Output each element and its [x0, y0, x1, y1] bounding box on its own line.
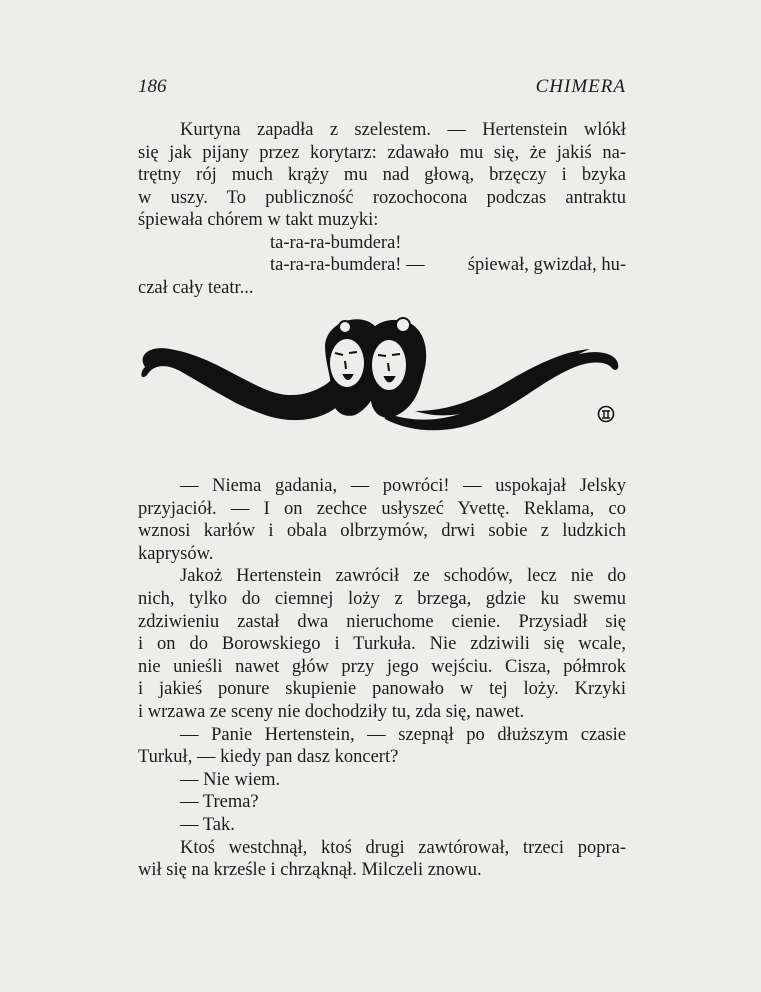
monogram-icon: [597, 405, 615, 423]
song-line-2-refrain: ta-ra-ra-bumdera! —: [270, 255, 425, 275]
dialog-line: — Nie wiem.: [180, 769, 281, 790]
text-line: Kurtyna zapadła z szelestem. — Hertenstein wlókł: [180, 120, 626, 140]
text-line: wił się na krześle i chrząknął. Milczeli znowu.: [138, 860, 482, 881]
text-line: i on do Borowskiego i Turkuła. Nie zdziwili się wcale,: [138, 634, 626, 655]
text-line: zdziwieniu zastał dwa nieruchome cienie. Przysiadł się: [138, 611, 626, 632]
text-line: wznosi karłów i obala olbrzymów, drwi sobie z ludzkich: [138, 521, 626, 542]
text-line: Turkuł, — kiedy pan dasz koncert?: [138, 747, 399, 768]
text-line: — Panie Hertenstein, — szepnął po dłuższym czasie: [180, 724, 626, 745]
text-line: trętny rój much krąży mu nad głową, brzęczy i bzyka: [138, 165, 626, 186]
illustration-singing-heads: [135, 315, 625, 440]
song-line-3: czał cały teatr...: [138, 278, 254, 298]
text-line: śpiewała chórem w takt muzyki:: [138, 210, 379, 231]
dialog-line: — Tak.: [180, 814, 235, 835]
text-line: nich, tylko do ciemnej loży z brzega, gdzie ku swemu: [138, 588, 626, 609]
paragraph-2: [138, 475, 626, 882]
hair-left-strand: [141, 343, 350, 420]
flower-left: [339, 321, 351, 333]
dialog-line: — Trema?: [180, 792, 259, 813]
text-line: kaprysów.: [138, 543, 214, 564]
flower-right: [396, 318, 410, 332]
page-number: 186: [138, 76, 167, 97]
paragraph-1: [138, 119, 626, 232]
text-line: i jakieś ponure skupienie panowało w tej loży. Krzyki: [138, 679, 626, 700]
song-line-2: [270, 254, 626, 277]
text-line: Jakoż Hertenstein zawrócił ze schodów, lecz nie do: [180, 566, 626, 587]
text-line: — Niema gadania, — powróci! — uspokajał Jelsky: [180, 476, 626, 496]
text-line: się jak pijany przez korytarz: zdawało mu się, że jakiś na-: [138, 142, 626, 163]
page-header: [138, 76, 626, 100]
running-title: CHIMERA: [535, 76, 626, 97]
song-line-2-rest: śpiewał, gwizdał, hu-: [467, 255, 626, 275]
song-line-1: ta-ra-ra-bumdera!: [270, 233, 402, 253]
text-line: nie unieśli nawet głów przy jego wejściu. Cisza, półmrok: [138, 656, 626, 677]
text-line: Ktoś westchnął, ktoś drugi zawtórował, trzeci popra-: [180, 837, 626, 858]
text-line: w uszy. To publiczność rozochocona podczas antraktu: [138, 187, 626, 208]
text-line: i wrzawa ze sceny nie dochodziły tu, zda się, nawet.: [138, 701, 525, 722]
text-line: przyjaciół. — I on zechce usłyszeć Yvettę. Reklama, co: [138, 498, 626, 519]
